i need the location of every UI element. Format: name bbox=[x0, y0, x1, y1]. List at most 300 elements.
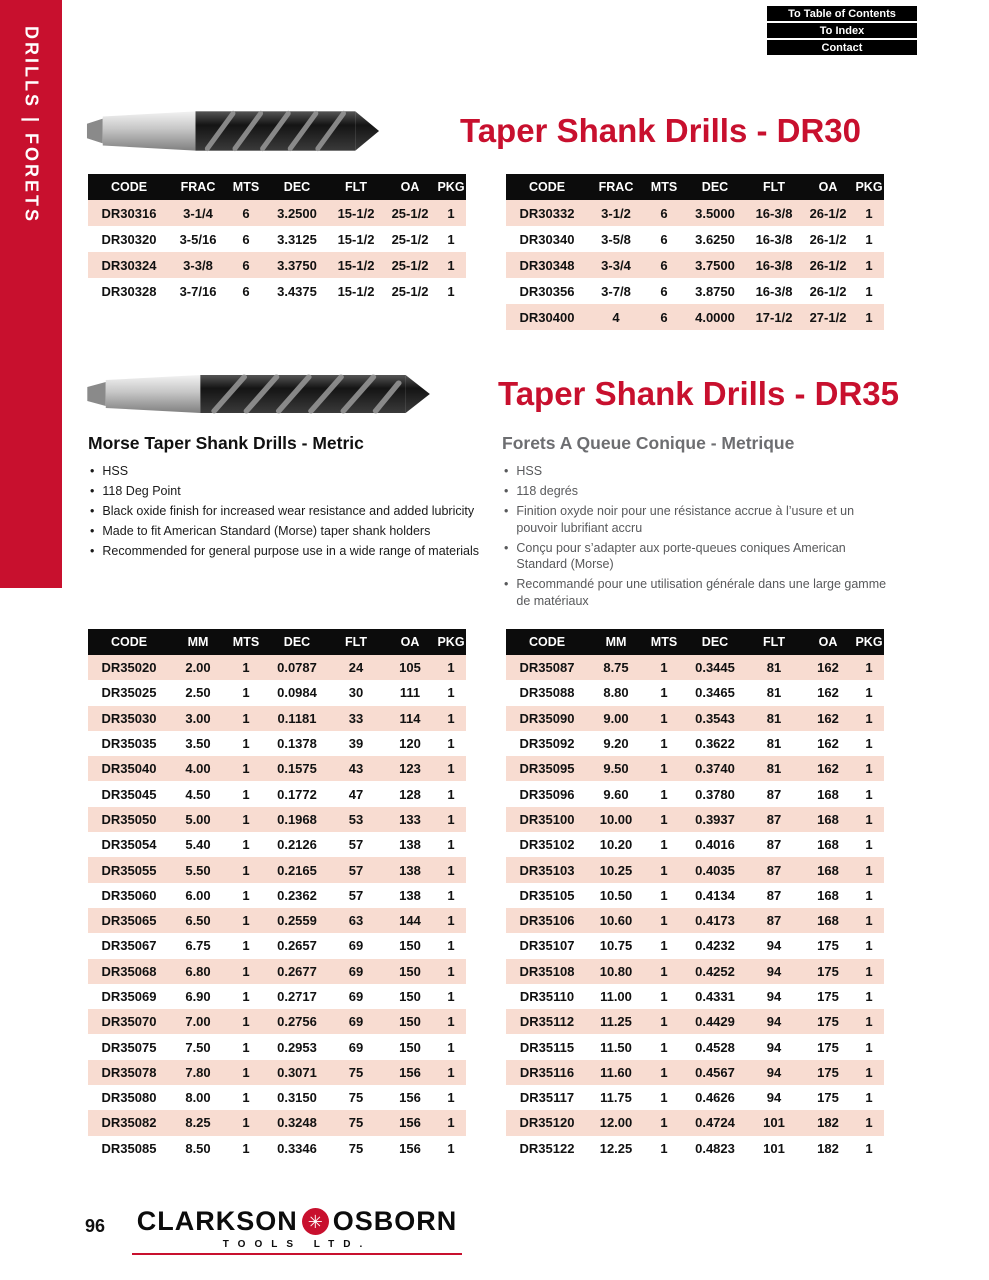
table-cell: 3.50 bbox=[185, 736, 211, 752]
brand-subtitle: TOOLS LTD. bbox=[222, 1239, 372, 1250]
column-header: OA bbox=[400, 180, 420, 194]
table-cell: 1 bbox=[447, 1064, 455, 1080]
table-cell: 1 bbox=[865, 736, 873, 752]
table-cell: 25-1/2 bbox=[391, 257, 429, 273]
table-cell: 1 bbox=[660, 1064, 668, 1080]
brand-rule bbox=[132, 1253, 462, 1255]
bullet-item bbox=[90, 483, 490, 500]
table-cell: 11.60 bbox=[600, 1064, 632, 1080]
bullet-text: Conçu pour s’adapter aux porte-queues coniques American Standard (Morse) bbox=[516, 540, 846, 572]
table-cell: 150 bbox=[399, 989, 421, 1004]
table-row bbox=[88, 1060, 466, 1085]
column-header: DEC bbox=[283, 635, 311, 649]
table-cell: DR35070 bbox=[101, 1014, 157, 1030]
table-cell: 182 bbox=[817, 1140, 839, 1156]
bullet-text: Recommended for general purpose use in a wide range of materials bbox=[102, 543, 479, 558]
table-cell: 11.25 bbox=[600, 1014, 632, 1030]
table-cell: DR35025 bbox=[101, 685, 157, 701]
table-cell: 0.1575 bbox=[277, 761, 317, 777]
table-cell: 0.3248 bbox=[277, 1115, 317, 1131]
table-cell: 1 bbox=[242, 1090, 250, 1106]
table-cell: 5.50 bbox=[185, 862, 211, 878]
bullet-text: Made to fit American Standard (Morse) taper shank holders bbox=[102, 523, 431, 538]
column-header: FRAC bbox=[180, 180, 216, 194]
nav-button-table-of-contents[interactable]: To Table of Contents bbox=[767, 6, 917, 21]
table-cell: 3.3750 bbox=[277, 257, 317, 273]
table-cell: 5.40 bbox=[185, 837, 211, 853]
table-cell: 6.90 bbox=[185, 989, 211, 1004]
table-cell: 1 bbox=[865, 786, 873, 802]
bullet-list-french bbox=[504, 463, 892, 610]
table-cell: DR35102 bbox=[519, 837, 575, 853]
section-title-dr35: Taper Shank Drills - DR35 bbox=[497, 375, 899, 412]
table-row bbox=[88, 706, 466, 731]
table-cell: 1 bbox=[447, 205, 455, 221]
table-cell: DR35040 bbox=[101, 761, 157, 777]
column-header: PKG bbox=[437, 180, 465, 194]
table-cell: 1 bbox=[865, 761, 873, 777]
table-cell: 0.2717 bbox=[277, 989, 317, 1004]
table-cell: 81 bbox=[766, 761, 782, 777]
table-cell: DR35117 bbox=[519, 1090, 575, 1106]
table-cell: 175 bbox=[817, 938, 839, 954]
table-cell: 0.4134 bbox=[695, 887, 735, 903]
table-cell: 1 bbox=[447, 283, 455, 299]
table-row bbox=[88, 883, 466, 908]
table-cell: 1 bbox=[242, 761, 250, 777]
bullet-dot: • bbox=[504, 483, 509, 498]
table-cell: 11.00 bbox=[600, 989, 632, 1004]
table-cell: 1 bbox=[865, 660, 873, 676]
table-cell: 1 bbox=[242, 736, 250, 752]
table-cell: 6 bbox=[660, 257, 668, 273]
table-header bbox=[88, 174, 466, 200]
table-cell: 0.4252 bbox=[695, 963, 735, 979]
table-cell: 6 bbox=[242, 257, 250, 273]
table-row bbox=[506, 1085, 884, 1110]
table-cell: 101 bbox=[763, 1140, 785, 1156]
table-cell: 94 bbox=[766, 989, 782, 1004]
table-cell: 150 bbox=[399, 1014, 421, 1030]
table-cell: DR35100 bbox=[519, 811, 575, 827]
table-cell: DR35060 bbox=[101, 887, 157, 903]
table-row bbox=[506, 933, 884, 958]
table-row bbox=[88, 278, 466, 304]
table-cell: DR35116 bbox=[519, 1064, 575, 1080]
column-header: DEC bbox=[701, 635, 729, 649]
table-cell: 69 bbox=[348, 989, 364, 1004]
table-cell: DR35065 bbox=[101, 913, 157, 929]
table-cell: 0.4626 bbox=[695, 1090, 735, 1106]
table-cell: DR30324 bbox=[101, 257, 157, 273]
table-cell: DR35105 bbox=[519, 887, 575, 903]
table-cell: 1 bbox=[447, 1090, 455, 1106]
table-cell: 0.4567 bbox=[695, 1064, 735, 1080]
table-cell: DR35120 bbox=[519, 1115, 575, 1131]
column-header: CODE bbox=[528, 635, 566, 649]
table-row bbox=[88, 857, 466, 882]
table-cell: 1 bbox=[242, 786, 250, 802]
bullet-item bbox=[504, 540, 892, 574]
table-cell: 3-1/2 bbox=[601, 205, 631, 221]
table-row bbox=[506, 304, 884, 330]
table-cell: DR35082 bbox=[101, 1115, 157, 1131]
table-cell: 138 bbox=[399, 837, 421, 853]
table-cell: 10.50 bbox=[599, 887, 633, 903]
table-cell: 9.50 bbox=[603, 761, 629, 777]
table-cell: 69 bbox=[348, 1014, 364, 1030]
table-cell: 150 bbox=[399, 938, 421, 954]
table-row bbox=[88, 959, 466, 984]
table-cell: DR35054 bbox=[101, 837, 157, 853]
table-cell: 1 bbox=[865, 309, 873, 325]
table-cell: 1 bbox=[660, 660, 668, 676]
table-cell: 1 bbox=[447, 685, 455, 701]
table-cell: 69 bbox=[348, 938, 364, 954]
table-cell: 1 bbox=[660, 1140, 668, 1156]
table-cell: 156 bbox=[399, 1064, 421, 1080]
table-cell: 25-1/2 bbox=[391, 231, 429, 247]
table-cell: 1 bbox=[865, 963, 873, 979]
table-cell: 175 bbox=[817, 1014, 839, 1030]
table-cell: 0.2657 bbox=[277, 938, 317, 954]
table-cell: 9.20 bbox=[603, 736, 629, 752]
table-cell: 162 bbox=[817, 761, 839, 777]
table-cell: DR30356 bbox=[519, 283, 575, 299]
table-cell: 3.2500 bbox=[277, 205, 317, 221]
table-cell: DR35090 bbox=[519, 710, 575, 726]
table-cell: 3-1/4 bbox=[183, 205, 213, 221]
bullet-item bbox=[90, 543, 490, 560]
table-cell: 6.50 bbox=[185, 913, 211, 929]
table-cell: 15-1/2 bbox=[337, 231, 375, 247]
table-cell: 7.50 bbox=[185, 1039, 211, 1055]
table-cell: DR35106 bbox=[519, 913, 575, 929]
bullet-text: 118 degrés bbox=[516, 483, 579, 498]
table-cell: 1 bbox=[865, 1140, 873, 1156]
table-cell: DR35067 bbox=[101, 938, 157, 954]
table-cell: DR30320 bbox=[101, 231, 157, 247]
table-cell: 1 bbox=[242, 660, 250, 676]
table-cell: 1 bbox=[660, 887, 668, 903]
table-cell: 26-1/2 bbox=[809, 231, 847, 247]
table-cell: 0.4016 bbox=[695, 837, 735, 853]
table-cell: 3-5/8 bbox=[601, 231, 631, 247]
table-cell: DR35035 bbox=[101, 736, 157, 752]
table-row bbox=[506, 278, 884, 304]
table-cell: 150 bbox=[399, 963, 421, 979]
table-cell: 6 bbox=[660, 309, 668, 325]
table-cell: 0.2165 bbox=[277, 862, 317, 878]
table-cell: 1 bbox=[865, 231, 873, 247]
table-cell: 111 bbox=[399, 685, 421, 701]
table-row bbox=[88, 1085, 466, 1110]
table-cell: 1 bbox=[660, 1090, 668, 1106]
column-header: PKG bbox=[437, 635, 465, 649]
table-cell: 0.3465 bbox=[695, 685, 735, 701]
table-cell: 0.0984 bbox=[277, 685, 317, 701]
table-cell: 87 bbox=[766, 887, 782, 903]
table-cell: 9.00 bbox=[603, 710, 629, 726]
table-cell: 4.0000 bbox=[695, 309, 735, 325]
table-cell: 1 bbox=[447, 1039, 455, 1055]
table-cell: 1 bbox=[660, 761, 668, 777]
table-cell: 1 bbox=[242, 1140, 250, 1156]
table-cell: 24 bbox=[348, 660, 364, 676]
table-cell: 12.00 bbox=[599, 1115, 633, 1131]
table-cell: 7.00 bbox=[185, 1014, 211, 1030]
table-cell: 1 bbox=[660, 1014, 668, 1030]
table-cell: 1 bbox=[865, 989, 873, 1004]
table-cell: 0.2953 bbox=[277, 1039, 317, 1055]
table-cell: 87 bbox=[766, 913, 782, 929]
table-cell: 0.4429 bbox=[695, 1014, 735, 1030]
nav-button-contact[interactable]: Contact bbox=[767, 40, 917, 55]
table-row bbox=[506, 706, 884, 731]
nav-buttons bbox=[767, 6, 917, 55]
table-cell: 69 bbox=[348, 1039, 364, 1055]
dr30-table-left bbox=[88, 174, 466, 330]
table-cell: 0.3937 bbox=[695, 811, 735, 827]
table-cell: 16-3/8 bbox=[755, 257, 793, 273]
table-cell: 1 bbox=[242, 938, 250, 954]
table-cell: DR35112 bbox=[519, 1014, 575, 1030]
table-cell: 3.7500 bbox=[695, 257, 735, 273]
table-row bbox=[506, 1136, 884, 1161]
table-row bbox=[506, 200, 884, 226]
table-cell: 1 bbox=[865, 811, 873, 827]
table-cell: 25-1/2 bbox=[391, 205, 429, 221]
table-cell: 8.00 bbox=[185, 1090, 211, 1106]
table-cell: 15-1/2 bbox=[337, 283, 375, 299]
table-cell: 3.4375 bbox=[277, 283, 317, 299]
table-cell: 26-1/2 bbox=[809, 205, 847, 221]
table-header bbox=[506, 629, 884, 655]
bullet-dot: • bbox=[90, 523, 95, 538]
table-row bbox=[88, 1034, 466, 1059]
table-cell: 175 bbox=[817, 1039, 839, 1055]
table-cell: DR35122 bbox=[519, 1140, 575, 1156]
table-cell: 3.8750 bbox=[695, 283, 735, 299]
table-row bbox=[88, 200, 466, 226]
column-header: OA bbox=[818, 180, 838, 194]
table-body bbox=[506, 655, 884, 1161]
table-row bbox=[506, 680, 884, 705]
table-cell: DR35103 bbox=[519, 862, 575, 878]
table-cell: 1 bbox=[447, 257, 455, 273]
table-cell: 1 bbox=[660, 963, 668, 979]
table-row bbox=[88, 781, 466, 806]
table-cell: 168 bbox=[817, 913, 839, 929]
table-cell: 1 bbox=[242, 811, 250, 827]
table-cell: 6 bbox=[242, 231, 250, 247]
table-cell: 1 bbox=[242, 710, 250, 726]
column-header: PKG bbox=[855, 180, 883, 194]
table-cell: 162 bbox=[817, 710, 839, 726]
table-cell: 1 bbox=[242, 913, 250, 929]
table-cell: 138 bbox=[399, 887, 421, 903]
table-cell: 94 bbox=[766, 963, 782, 979]
table-cell: 9.60 bbox=[603, 786, 629, 802]
table-cell: 123 bbox=[399, 761, 421, 777]
table-cell: 1 bbox=[447, 710, 455, 726]
table-cell: 57 bbox=[348, 837, 364, 853]
table-cell: 1 bbox=[660, 837, 668, 853]
table-cell: 1 bbox=[660, 736, 668, 752]
table-cell: 175 bbox=[817, 989, 839, 1004]
table-cell: 8.25 bbox=[185, 1115, 211, 1131]
table-row bbox=[506, 959, 884, 984]
table-cell: 0.3622 bbox=[695, 736, 735, 752]
table-cell: 87 bbox=[766, 837, 782, 853]
bullet-item bbox=[504, 503, 892, 537]
taper-shank-drill-photo bbox=[85, 102, 381, 160]
table-cell: 1 bbox=[865, 685, 873, 701]
table-row bbox=[506, 1009, 884, 1034]
table-cell: DR35075 bbox=[101, 1039, 157, 1055]
column-header: OA bbox=[818, 635, 838, 649]
table-cell: 128 bbox=[399, 786, 421, 802]
table-cell: 11.75 bbox=[600, 1090, 632, 1106]
bullet-text: HSS bbox=[516, 464, 543, 478]
table-cell: DR35110 bbox=[519, 989, 575, 1004]
brand-mark-icon: ✳ bbox=[302, 1208, 329, 1235]
table-row bbox=[88, 1136, 466, 1161]
table-cell: 0.1968 bbox=[277, 811, 317, 827]
table-row bbox=[88, 731, 466, 756]
table-cell: 1 bbox=[865, 938, 873, 954]
column-header: MM bbox=[187, 635, 209, 649]
table-row bbox=[506, 857, 884, 882]
table-cell: 3.00 bbox=[185, 710, 211, 726]
table-cell: 43 bbox=[348, 761, 364, 777]
bullet-item bbox=[504, 576, 892, 610]
table-cell: 6 bbox=[660, 283, 668, 299]
table-cell: 0.1378 bbox=[277, 736, 317, 752]
table-cell: 0.1772 bbox=[277, 786, 317, 802]
table-cell: 10.80 bbox=[599, 963, 633, 979]
table-cell: 156 bbox=[399, 1090, 421, 1106]
table-cell: 25-1/2 bbox=[391, 283, 429, 299]
table-cell: 1 bbox=[865, 1064, 873, 1080]
table-cell: 3-7/16 bbox=[179, 283, 217, 299]
table-row bbox=[506, 832, 884, 857]
table-row bbox=[506, 1034, 884, 1059]
bullet-item bbox=[90, 523, 490, 540]
table-cell: 1 bbox=[865, 1014, 873, 1030]
dr35-table-right bbox=[506, 629, 884, 1161]
dr35-table-left bbox=[88, 629, 466, 1161]
table-cell: 1 bbox=[447, 811, 455, 827]
column-header: FLT bbox=[763, 180, 785, 194]
table-cell: 0.2362 bbox=[277, 887, 317, 903]
table-cell: 0.2126 bbox=[277, 837, 317, 853]
table-cell: 6.00 bbox=[185, 887, 211, 903]
table-cell: 10.25 bbox=[599, 862, 633, 878]
table-cell: 0.4528 bbox=[695, 1039, 735, 1055]
table-cell: 175 bbox=[817, 1090, 839, 1106]
table-cell: 1 bbox=[865, 862, 873, 878]
table-row bbox=[88, 1009, 466, 1034]
table-row bbox=[88, 655, 466, 680]
table-cell: DR35045 bbox=[101, 786, 157, 802]
table-cell: 0.3780 bbox=[695, 786, 735, 802]
table-cell: DR30316 bbox=[101, 205, 157, 221]
table-cell: 10.75 bbox=[599, 938, 633, 954]
nav-button-index[interactable]: To Index bbox=[767, 23, 917, 38]
table-cell: 1 bbox=[447, 887, 455, 903]
table-row bbox=[506, 781, 884, 806]
table-cell: 4 bbox=[612, 309, 620, 325]
table-cell: 1 bbox=[865, 837, 873, 853]
table-cell: 1 bbox=[447, 837, 455, 853]
table-cell: 75 bbox=[348, 1064, 364, 1080]
table-cell: 87 bbox=[766, 786, 782, 802]
table-cell: 8.75 bbox=[603, 660, 629, 676]
column-header: FRAC bbox=[598, 180, 634, 194]
table-cell: 1 bbox=[447, 913, 455, 929]
column-header: MM bbox=[605, 635, 627, 649]
table-cell: 175 bbox=[817, 1064, 839, 1080]
table-cell: 12.25 bbox=[599, 1140, 633, 1156]
bullet-dot: • bbox=[90, 543, 95, 558]
table-cell: 1 bbox=[242, 1064, 250, 1080]
table-cell: 1 bbox=[865, 1115, 873, 1131]
table-cell: 162 bbox=[817, 685, 839, 701]
table-cell: 6 bbox=[660, 231, 668, 247]
brand-logo bbox=[132, 1206, 462, 1255]
table-body bbox=[88, 200, 466, 304]
table-cell: 26-1/2 bbox=[809, 257, 847, 273]
table-cell: 150 bbox=[399, 1039, 421, 1055]
table-cell: 1 bbox=[865, 710, 873, 726]
table-cell: DR35030 bbox=[101, 710, 157, 726]
table-cell: 1 bbox=[660, 913, 668, 929]
table-cell: 114 bbox=[399, 710, 421, 726]
table-cell: 1 bbox=[865, 283, 873, 299]
table-cell: 0.1181 bbox=[277, 710, 317, 726]
table-cell: 47 bbox=[348, 786, 364, 802]
table-cell: 0.4331 bbox=[695, 989, 735, 1004]
table-cell: 144 bbox=[399, 913, 421, 929]
table-cell: 1 bbox=[660, 989, 668, 1004]
table-cell: 0.4823 bbox=[695, 1140, 735, 1156]
table-cell: 3-7/8 bbox=[601, 283, 631, 299]
table-cell: 1 bbox=[242, 1115, 250, 1131]
table-row bbox=[506, 655, 884, 680]
table-cell: 94 bbox=[766, 1090, 782, 1106]
table-row bbox=[506, 883, 884, 908]
table-cell: 63 bbox=[348, 913, 364, 929]
table-cell: 1 bbox=[660, 1115, 668, 1131]
section-title-dr30: Taper Shank Drills - DR30 bbox=[459, 112, 861, 149]
table-row bbox=[506, 1060, 884, 1085]
table-cell: 182 bbox=[817, 1115, 839, 1131]
table-cell: 75 bbox=[348, 1090, 364, 1106]
table-cell: 1 bbox=[447, 862, 455, 878]
table-cell: 1 bbox=[242, 1039, 250, 1055]
table-cell: 1 bbox=[447, 761, 455, 777]
table-cell: 87 bbox=[766, 811, 782, 827]
table-row bbox=[88, 984, 466, 1009]
table-cell: 6.80 bbox=[185, 963, 211, 979]
bullet-text: 118 Deg Point bbox=[102, 483, 181, 498]
table-row bbox=[506, 731, 884, 756]
table-cell: 15-1/2 bbox=[337, 257, 375, 273]
table-cell: 3.5000 bbox=[695, 205, 735, 221]
table-cell: 0.2559 bbox=[277, 913, 317, 929]
sidebar bbox=[0, 0, 62, 588]
